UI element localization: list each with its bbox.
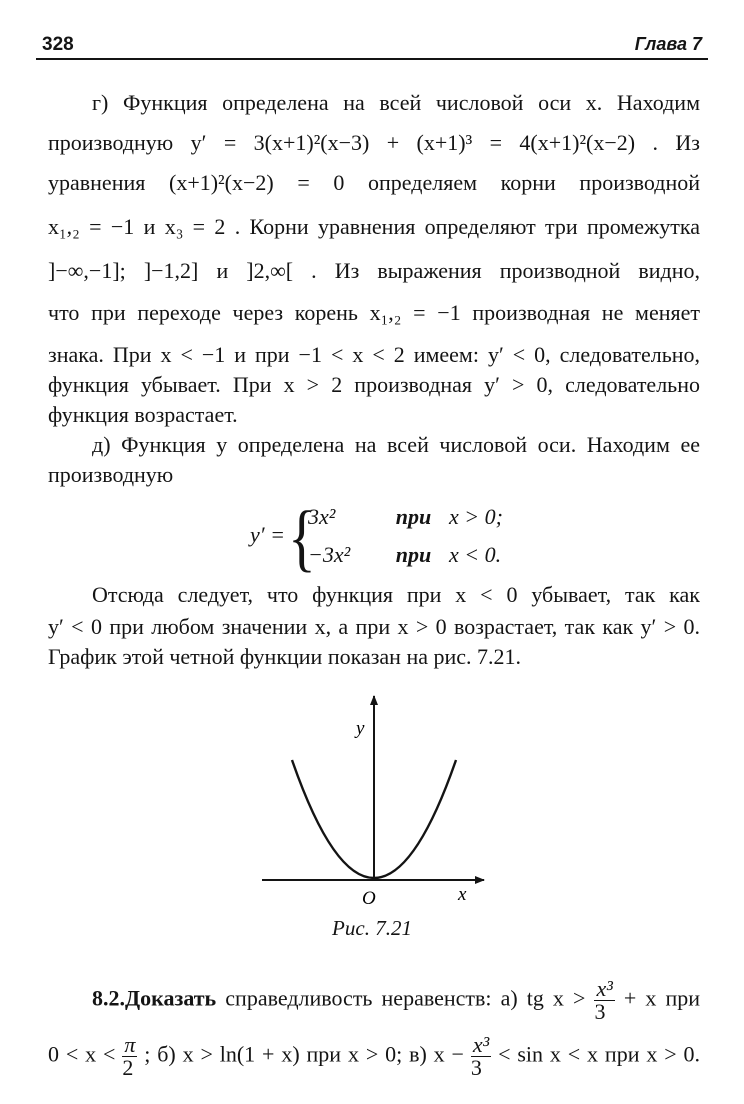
piecewise-row [308, 542, 501, 568]
text-line: что при переходе через корень x₁,₂ = −1 производная не меняет [48, 300, 700, 325]
text-line: функция возрастает. [48, 402, 238, 427]
case-word: при [395, 542, 432, 567]
fraction-numerator: x³ [596, 976, 613, 1001]
y-axis-label: y [356, 718, 365, 739]
fraction-numerator: π [124, 1032, 136, 1057]
fraction-numerator: x³ [472, 1032, 490, 1057]
case-expression: −3x² [308, 542, 351, 567]
case-expression: 3x² [308, 504, 336, 529]
problem-number: 8.2. [92, 985, 125, 1011]
fraction [594, 978, 614, 1023]
figure-caption: Рис. 7.21 [332, 916, 412, 940]
page-header [36, 30, 708, 60]
case-word: при [395, 504, 432, 529]
problem-text: 0 < x < [48, 1041, 116, 1067]
chapter-label: Глава 7 [634, 34, 702, 54]
problem-text: + x при [623, 985, 701, 1011]
text-line: y′ < 0 при любом значении x, а при x > 0 возрастает, так как y′ > 0. [48, 614, 700, 639]
text-line: г) Функция определена на всей числовой оси x. Находим [92, 90, 700, 115]
problem-line-1 [48, 976, 701, 1024]
problem-line-2 [48, 1032, 700, 1080]
origin-label: O [362, 888, 376, 908]
case-condition: x < 0. [449, 542, 502, 567]
text-line: уравнения (x+1)²(x−2) = 0 определяем корни производной [48, 170, 700, 195]
fraction-denominator: 2 [122, 1055, 134, 1080]
problem-text: справедливость неравенств: а) tg x > [225, 985, 586, 1011]
fraction [471, 1034, 491, 1079]
text-line: x₁,₂ = −1 и x₃ = 2 . Корни уравнения определяют три промежутка [48, 214, 700, 239]
fraction [122, 1034, 137, 1079]
case-condition: x > 0; [449, 504, 503, 529]
text-line: График этой четной функции показан на рис. 7.21. [48, 644, 522, 669]
parabola-figure [252, 688, 502, 908]
page-number: 328 [42, 34, 74, 55]
x-axis-label: x [458, 884, 467, 905]
piecewise-derivative [250, 494, 570, 580]
piecewise-lhs: y′ = [250, 522, 285, 547]
text-line: Отсюда следует, что функция при x < 0 убывает, так как [92, 582, 700, 607]
problem-verb: Доказать [125, 985, 217, 1011]
problem-text: < sin x < x при x > 0. [498, 1041, 700, 1067]
piecewise-row [308, 504, 503, 530]
text-line: функция убывает. При x > 2 производная y′ > 0, следовательно [48, 372, 700, 397]
problem-text: ; б) x > ln(1 + x) при x > 0; в) x − [144, 1041, 464, 1067]
text-line: д) Функция y определена на всей числовой оси. Находим ее [92, 432, 700, 457]
fraction-denominator: 3 [470, 1055, 482, 1080]
text-line: производную y′ = 3(x+1)²(x−3) + (x+1)³ = 4(x+1)²(x−2) . Из [48, 130, 700, 155]
text-line: производную [48, 462, 174, 487]
text-line: ]−∞,−1]; ]−1,2] и ]2,∞[ . Из выражения производной видно, [48, 258, 700, 283]
brace-glyph: { [288, 494, 316, 580]
text-line: знака. При x < −1 и при −1 < x < 2 имеем: y′ < 0, следовательно, [48, 342, 700, 367]
fraction-denominator: 3 [594, 999, 606, 1024]
